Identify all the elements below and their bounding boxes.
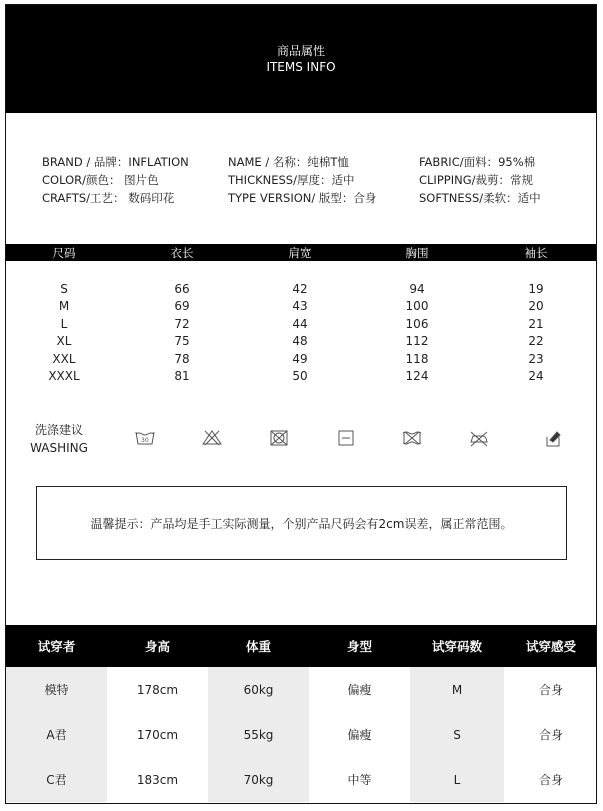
product-detail-page bbox=[5, 4, 597, 804]
size-cell: 21 bbox=[528, 316, 544, 331]
attr-color: COLOR/颜色： 图片色 bbox=[42, 173, 159, 187]
fit-cell: M bbox=[410, 667, 504, 712]
size-cell: 50 bbox=[292, 368, 308, 383]
table-row bbox=[6, 757, 596, 802]
attr-fabric: FABRIC/面料：95%棉 bbox=[419, 155, 536, 169]
size-cell: 72 bbox=[174, 316, 190, 331]
size-cell: 19 bbox=[528, 282, 544, 296]
table-row bbox=[6, 334, 596, 351]
fit-cell: 178cm bbox=[107, 667, 208, 712]
size-cell: 22 bbox=[528, 334, 544, 349]
size-cell: XL bbox=[56, 334, 72, 349]
items-info-header bbox=[6, 5, 596, 113]
size-cell: 100 bbox=[405, 299, 429, 314]
attr-brand: BRAND / 品牌：INFLATION bbox=[42, 155, 189, 169]
fit-header-size: 试穿码数 bbox=[431, 639, 482, 654]
size-cell: 20 bbox=[528, 299, 544, 314]
size-header-chest: 胸围 bbox=[405, 246, 429, 260]
size-header-size: 尺码 bbox=[52, 246, 76, 260]
no-iron-icon bbox=[468, 427, 490, 449]
hand-wash-30-icon bbox=[134, 427, 156, 449]
size-cell: 75 bbox=[174, 334, 190, 349]
fit-header-tester: 试穿者 bbox=[37, 639, 76, 654]
size-table-body bbox=[6, 282, 596, 392]
fit-header-weight: 体重 bbox=[245, 639, 271, 654]
product-attributes bbox=[6, 153, 596, 213]
size-cell: 43 bbox=[292, 299, 308, 314]
size-cell: 24 bbox=[528, 368, 544, 383]
washing-label bbox=[28, 421, 90, 457]
no-wring-icon bbox=[401, 427, 423, 449]
washing-instructions bbox=[6, 421, 596, 461]
attr-softness: SOFTNESS/柔软：适中 bbox=[419, 191, 541, 205]
size-header-length: 衣长 bbox=[170, 246, 194, 260]
attributes-column-3 bbox=[419, 153, 541, 207]
fit-cell: 合身 bbox=[504, 712, 597, 757]
table-row bbox=[6, 317, 596, 334]
attr-name: NAME / 名称：纯棉T恤 bbox=[228, 155, 349, 169]
header-title-en: ITEMS INFO bbox=[266, 60, 336, 74]
table-row bbox=[6, 299, 596, 316]
size-header-shoulder: 肩宽 bbox=[288, 246, 312, 260]
fit-header-body-type: 身型 bbox=[346, 639, 372, 654]
fitting-table-header bbox=[6, 625, 596, 667]
table-row bbox=[6, 712, 596, 757]
size-cell: M bbox=[58, 299, 70, 314]
dry-flat-icon bbox=[335, 427, 357, 449]
fit-cell: 170cm bbox=[107, 712, 208, 757]
fit-cell: L bbox=[410, 757, 504, 802]
fit-cell: 183cm bbox=[107, 757, 208, 802]
size-cell: 69 bbox=[174, 299, 190, 314]
size-cell: 81 bbox=[174, 368, 190, 383]
fit-cell: 偏瘦 bbox=[309, 712, 410, 757]
size-cell: 94 bbox=[409, 282, 425, 296]
fit-cell: 合身 bbox=[504, 667, 597, 712]
size-cell: XXL bbox=[52, 351, 76, 366]
table-row bbox=[6, 352, 596, 369]
fit-cell: 70kg bbox=[208, 757, 309, 802]
table-row bbox=[6, 282, 596, 299]
size-header-sleeve: 袖长 bbox=[524, 246, 548, 260]
washing-label-cn: 洗涤建议 bbox=[34, 423, 83, 437]
svg-text:30: 30 bbox=[141, 437, 149, 444]
size-cell: 118 bbox=[405, 351, 429, 366]
table-row bbox=[6, 369, 596, 386]
size-cell: 44 bbox=[292, 316, 308, 331]
size-cell: 66 bbox=[174, 282, 190, 296]
washing-label-en: WASHING bbox=[30, 441, 88, 455]
size-cell: 49 bbox=[292, 351, 308, 366]
fit-cell: 偏瘦 bbox=[309, 667, 410, 712]
size-table-header bbox=[6, 244, 596, 261]
size-cell: 78 bbox=[174, 351, 190, 366]
header-title-cn: 商品属性 bbox=[276, 44, 325, 58]
size-cell: 48 bbox=[292, 334, 308, 349]
fit-cell: 60kg bbox=[208, 667, 309, 712]
attr-crafts: CRAFTS/工艺： 数码印花 bbox=[42, 191, 175, 205]
size-cell: S bbox=[60, 282, 68, 296]
fit-cell: S bbox=[410, 712, 504, 757]
fit-cell: 55kg bbox=[208, 712, 309, 757]
fit-cell: C君 bbox=[6, 757, 107, 802]
size-cell: 42 bbox=[292, 282, 308, 296]
notice-text: 温馨提示：产品均是手工实际测量，个别产品尺码会有2cm误差，属正常范围。 bbox=[90, 516, 513, 531]
no-bleach-icon bbox=[201, 427, 223, 449]
fit-cell: A君 bbox=[6, 712, 107, 757]
attr-type-version: TYPE VERSION/ 版型：合身 bbox=[228, 191, 377, 205]
fit-header-height: 身高 bbox=[144, 639, 170, 654]
attributes-column-1 bbox=[42, 153, 189, 207]
attr-clipping: CLIPPING/裁剪：常规 bbox=[419, 173, 533, 187]
fitting-table bbox=[6, 625, 596, 804]
dry-clean-icon bbox=[543, 427, 565, 449]
table-row bbox=[6, 667, 596, 712]
attributes-column-2 bbox=[228, 153, 376, 207]
size-cell: 112 bbox=[405, 334, 429, 349]
fit-cell: 合身 bbox=[504, 757, 597, 802]
measurement-notice bbox=[36, 486, 567, 560]
size-cell: 124 bbox=[405, 368, 429, 383]
size-cell: 106 bbox=[405, 316, 429, 331]
fit-cell: 模特 bbox=[6, 667, 107, 712]
attr-thickness: THICKNESS/厚度：适中 bbox=[228, 173, 355, 187]
no-tumble-dry-icon bbox=[268, 427, 290, 449]
fit-cell: 中等 bbox=[309, 757, 410, 802]
fit-header-feel: 试穿感受 bbox=[525, 639, 576, 654]
size-cell: 23 bbox=[528, 351, 544, 366]
size-cell: XXXL bbox=[48, 368, 80, 383]
size-cell: L bbox=[60, 316, 68, 331]
